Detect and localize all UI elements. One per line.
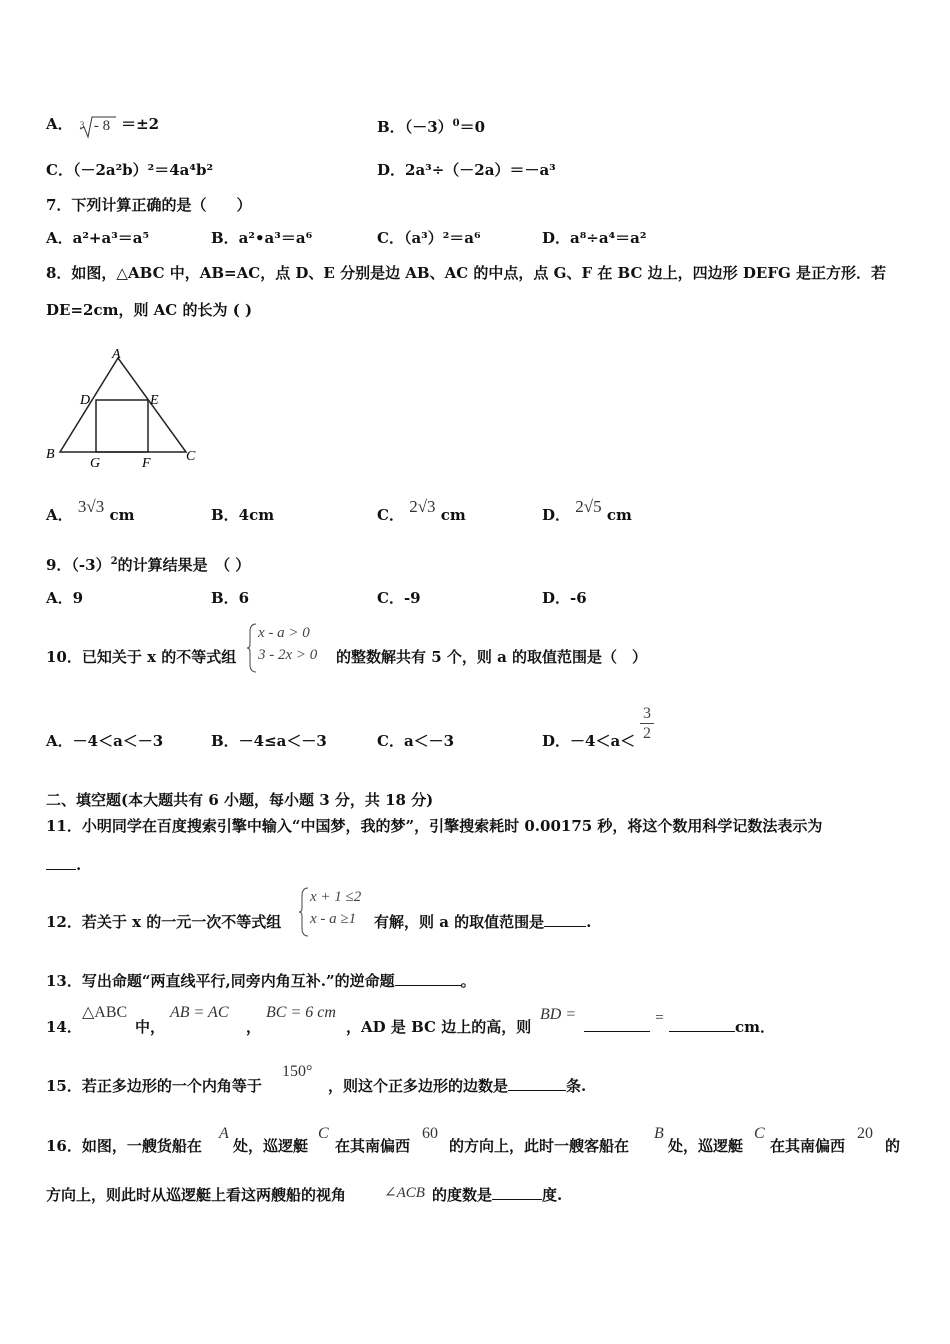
q16-text-7: 的 <box>885 1137 901 1155</box>
q14-text-1: 中， <box>135 1018 166 1036</box>
q7-stem: 7．下列计算正确的是（ ） <box>46 196 252 214</box>
q16-point-c1: C <box>318 1125 329 1142</box>
q15-stem-a: 15．若正多边形的一个内角等于 <box>46 1077 262 1095</box>
q7-option-a[interactable]: A．a²+a³＝a⁵ <box>46 229 150 247</box>
q14-triangle: △ABC <box>82 1004 128 1021</box>
q6-option-c[interactable]: C．（－2a²b）²＝4a⁴b² <box>46 161 214 179</box>
brace-icon <box>246 622 258 674</box>
q7-option-d[interactable]: D．a⁸÷a⁴＝a² <box>542 229 647 247</box>
q12-system: x + 1 ≤2 x - a ≥1 <box>310 889 362 927</box>
q16-line2-a: 方向上，则此时从巡逻艇上看这两艘船的视角 <box>46 1186 347 1204</box>
q8-stem-line2: DE=2cm，则 AC 的长为 ( ) <box>46 301 253 319</box>
q10-system: x - a > 0 3 - 2x > 0 <box>258 625 318 663</box>
q11-stem: 11．小明同学在百度搜索引擎中输入“中国梦，我的梦”，引擎搜索耗时 0.00175 秒，将这个数用科学记数法表示为 <box>46 817 823 835</box>
q14-bd: BD = <box>540 1006 577 1023</box>
q10-stem-a: 10．已知关于 x 的不等式组 <box>46 648 237 666</box>
q16-text-5: 处，巡逻艇 <box>668 1137 744 1155</box>
q7-option-b[interactable]: B．a²•a³＝a⁶ <box>211 229 313 247</box>
q6-option-d[interactable]: D．2a³÷（－2a）＝－a³ <box>377 161 556 179</box>
q14-ab-ac: AB = AC <box>170 1004 229 1021</box>
q9-option-d[interactable]: D．-6 <box>542 589 587 607</box>
q12-blank[interactable] <box>544 912 586 927</box>
q14-bc: BC = 6 cm <box>266 1004 336 1021</box>
q9-option-a[interactable]: A．9 <box>46 589 84 607</box>
section-title: 二、填空题(本大题共有 6 小题，每小题 3 分，共 18 分) <box>46 791 434 809</box>
label-f: F <box>142 456 151 471</box>
label-e: E <box>150 393 159 408</box>
label-d: D <box>80 393 91 408</box>
q15-angle: 150° <box>282 1063 313 1080</box>
q6-option-b[interactable]: B．$(-3)^0=0$ <box>377 118 486 136</box>
q14-blank-2[interactable] <box>669 1017 735 1032</box>
label-c: C <box>186 449 196 464</box>
q15-stem-b: ，则这个正多边形的边数是 条. <box>328 1077 587 1095</box>
q16-line2-b: 的度数是 度. <box>432 1186 563 1204</box>
q10-option-c[interactable]: C．a＜－3 <box>377 732 455 750</box>
q8-option-b[interactable]: B．4cm <box>211 506 275 524</box>
q16-text-2: 处，巡逻艇 <box>233 1137 309 1155</box>
q13-blank[interactable] <box>395 971 461 986</box>
q8-option-c[interactable]: C． 2√3 cm <box>377 497 466 524</box>
q16-text-4: 的方向上，此时一艘客船在 <box>449 1137 630 1155</box>
q16-point-a: A <box>219 1125 229 1142</box>
q10-option-d[interactable]: D．－4＜a＜ <box>542 732 636 750</box>
q8-option-d[interactable]: D． 2√5 cm <box>542 497 632 524</box>
q8-stem-line1: 8．如图，△ABC 中，AB=AC，点 D、E 分别是边 AB、AC 的中点，点 G、F 在 BC 边上，四边形 DEFG 是正方形．若 <box>46 264 887 282</box>
q12-stem-b: 有解，则 a 的取值范围是 . <box>374 913 592 931</box>
q9-option-b[interactable]: B．6 <box>211 589 250 607</box>
q8-option-a[interactable]: A． 3√3 cm <box>46 497 135 524</box>
q12-stem-a: 12．若关于 x 的一元一次不等式组 <box>46 913 282 931</box>
q16-point-b: B <box>654 1125 664 1142</box>
fraction-three-halves: 3 2 <box>640 705 654 744</box>
q14-blank-1[interactable] <box>584 1017 650 1032</box>
triangle-square-figure <box>40 340 210 475</box>
label-a: A <box>112 347 121 362</box>
q16-text-1: 16．如图，一艘货船在 <box>46 1137 202 1155</box>
q7-option-c[interactable]: C．（a³）²＝a⁶ <box>377 229 481 247</box>
label-g: G <box>90 456 101 471</box>
q11-blank[interactable] <box>46 855 76 870</box>
q15-blank[interactable] <box>508 1076 566 1091</box>
q14-text-3: ，AD 是 BC 边上的高，则 <box>346 1018 532 1036</box>
q16-text-3: 在其南偏西 <box>335 1137 411 1155</box>
q14-number: 14． <box>46 1018 82 1036</box>
q6-option-a[interactable]: A． 3 - 8 ＝±2 <box>46 114 159 134</box>
q16-angle-60: 60 <box>422 1125 438 1142</box>
brace-icon <box>298 886 310 938</box>
label-b: B <box>46 447 55 462</box>
q16-angle-20: 20 <box>857 1125 873 1142</box>
q10-stem-b: 的整数解共有 5 个，则 a 的取值范围是（ ） <box>336 648 648 666</box>
q10-option-a[interactable]: A．－4＜a＜－3 <box>46 732 164 750</box>
q16-angle-acb: ∠ACB <box>384 1185 425 1201</box>
q13-stem: 13．写出命题“两直线平行,同旁内角互补.”的逆命题 。 <box>46 972 476 990</box>
q16-blank[interactable] <box>492 1185 542 1200</box>
q16-text-6: 在其南偏西 <box>770 1137 846 1155</box>
q11-answer-line: . <box>46 855 81 875</box>
q14-comma: ， <box>246 1018 262 1036</box>
q9-option-c[interactable]: C．-9 <box>377 589 421 607</box>
q16-point-c2: C <box>754 1125 765 1142</box>
q10-option-b[interactable]: B．－4≤a＜－3 <box>211 732 327 750</box>
q9-stem: 9．$(-3)^2$的计算结果是 （ ） <box>46 556 251 574</box>
q14-answer: = cm． <box>584 1017 775 1038</box>
